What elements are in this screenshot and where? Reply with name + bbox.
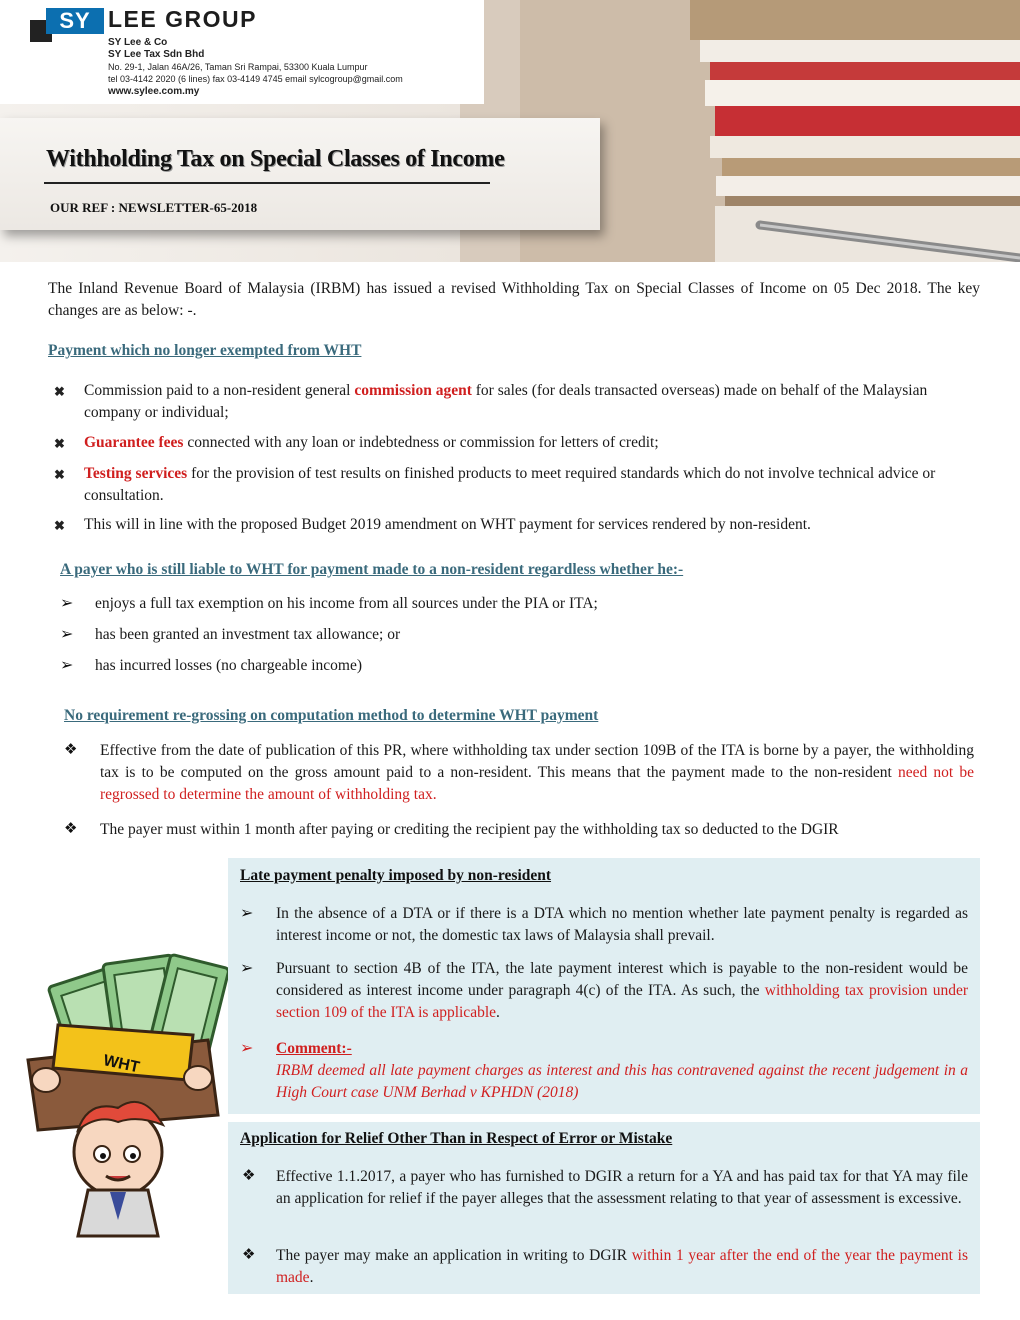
list-item: Pursuant to section 4B of the ITA, the late payment interest which is payable to the non-resident would be considered as interest income under paragraph 4(c) of the ITA. As such, the withholding tax provision under section 109 of the ITA is applicable.: [276, 960, 968, 1021]
arrow-bullet-icon: ➢: [60, 624, 74, 643]
diamond-bullet-icon: ❖: [64, 740, 78, 758]
list-item: Guarantee fees connected with any loan or indebtedness or commission for letters of credit;: [84, 434, 659, 451]
list-item: Commission paid to a non-resident general commission agent for sales (for deals transacted overseas) made on behalf of the Malaysian company or individual;: [84, 382, 928, 421]
section-heading-regrossing: No requirement re-grossing on computation method to determine WHT payment: [64, 707, 599, 724]
diamond-bullet-icon: ❖: [242, 1166, 256, 1184]
comment-text: IRBM deemed all late payment charges as interest and this has contravened against the recent judgement in a High Court case UNM Berhad v KPHDN (2018): [276, 1062, 968, 1101]
arrow-bullet-icon: ➢: [240, 1038, 254, 1057]
intro-paragraph: The Inland Revenue Board of Malaysia (IRBM) has issued a revised Withholding Tax on Special Classes of Income on 05 Dec 2018. The key changes are as below: -.: [48, 280, 980, 319]
cross-bullet-icon: ✖: [54, 384, 65, 399]
diamond-bullet-icon: ❖: [64, 819, 78, 837]
list-item: Testing services for the provision of test results on finished products to meet required standards which do not involve technical advice or consultation.: [84, 465, 936, 504]
company-line-1: SY Lee & Co: [108, 37, 168, 48]
title-rule: [44, 182, 490, 184]
cross-bullet-icon: ✖: [54, 467, 65, 482]
list-item: has incurred losses (no chargeable income): [95, 657, 362, 674]
list-item: This will in line with the proposed Budget 2019 amendment on WHT payment for services rendered by non-resident.: [84, 516, 811, 533]
page-title: Withholding Tax on Special Classes of Income: [46, 146, 505, 172]
company-contact: tel 03-4142 2020 (6 lines) fax 03-4149 4745 email sylcogroup@gmail.com: [108, 74, 403, 84]
cross-bullet-icon: ✖: [54, 518, 65, 533]
arrow-bullet-icon: ➢: [240, 958, 254, 977]
list-item: The payer may make an application in writing to DGIR within 1 year after the end of the year the payment is made.: [276, 1247, 968, 1286]
list-item: The payer must within 1 month after paying or crediting the recipient pay the withholding tax so deducted to the DGIR: [100, 821, 839, 838]
wht-wallet-illustration: [18, 940, 228, 1240]
arrow-bullet-icon: ➢: [240, 903, 254, 922]
list-item: Effective 1.1.2017, a payer who has furnished to DGIR a return for a YA and has paid tax for that YA may file an application for relief if the payer alleges that the assessment relating to that year of assessment is excessive.: [276, 1168, 968, 1207]
logo-mark: SY: [46, 8, 104, 34]
cross-bullet-icon: ✖: [54, 436, 65, 451]
company-address: No. 29-1, Jalan 46A/26, Taman Sri Rampai, 53300 Kuala Lumpur: [108, 62, 368, 72]
box-heading-late-payment: Late payment penalty imposed by non-resident: [240, 867, 552, 884]
list-item: In the absence of a DTA or if there is a DTA which no mention whether late payment penalty is regarded as interest income or not, the domestic tax laws of Malaysia shall prevail.: [276, 905, 968, 944]
section-heading-exemption: Payment which no longer exempted from WHT: [48, 342, 362, 359]
comment-label: Comment:-: [276, 1040, 352, 1057]
list-item: Effective from the date of publication of this PR, where withholding tax under section 109B of the ITA is borne by a payer, the withholding tax is to be computed on the gross amount paid to a non-resident. This means that the payment made to the non-resident need not be regrossed to determine the amount of withholding tax.: [100, 742, 974, 803]
company-line-2: SY Lee Tax Sdn Bhd: [108, 49, 205, 60]
company-website: www.sylee.com.my: [108, 86, 200, 97]
section-heading-liability: A payer who is still liable to WHT for payment made to a non-resident regardless whether he:-: [60, 561, 684, 578]
box-heading-relief: Application for Relief Other Than in Respect of Error or Mistake: [240, 1130, 673, 1147]
company-name: LEE GROUP: [108, 6, 257, 32]
wht-label: WHT: [101, 1052, 141, 1077]
list-item: has been granted an investment tax allowance; or: [95, 626, 401, 643]
header-banner: [0, 0, 1020, 262]
reference-number: OUR REF : NEWSLETTER-65-2018: [50, 200, 258, 215]
list-item: enjoys a full tax exemption on his income from all sources under the PIA or ITA;: [95, 595, 598, 612]
arrow-bullet-icon: ➢: [60, 655, 74, 674]
arrow-bullet-icon: ➢: [60, 593, 74, 612]
diamond-bullet-icon: ❖: [242, 1245, 256, 1263]
